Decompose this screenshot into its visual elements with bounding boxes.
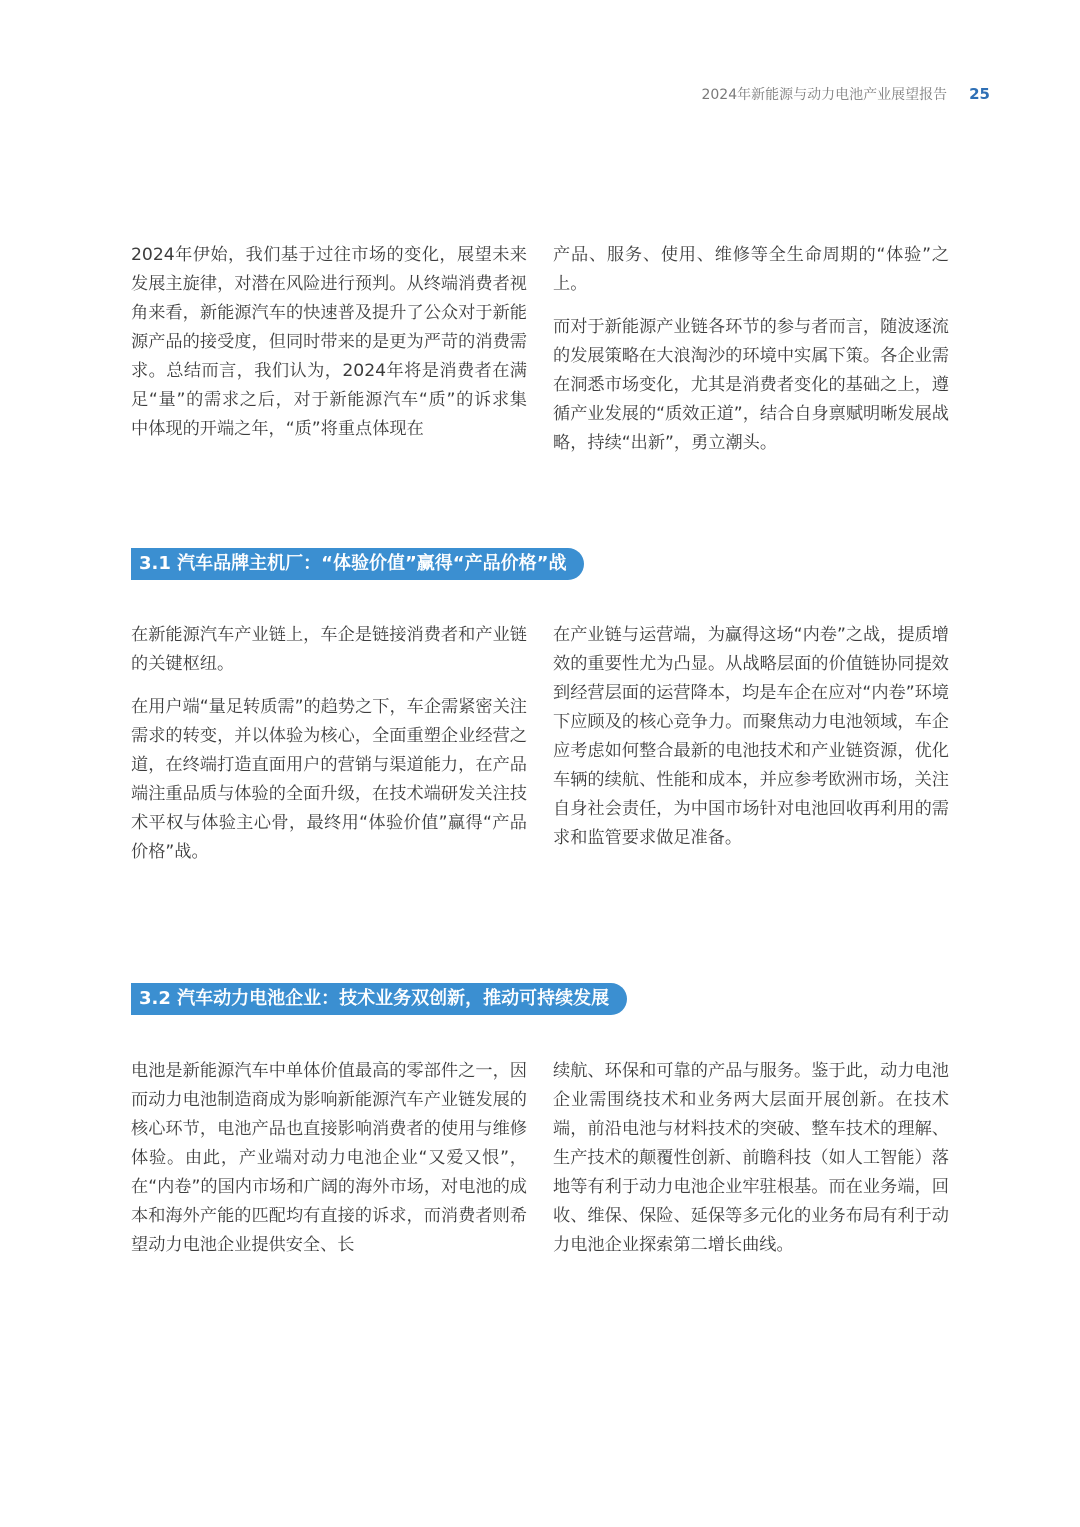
section-3-1-paragraph-1: 在新能源汽车产业链上，车企是链接消费者和产业链的关键枢纽。 — [131, 625, 527, 674]
section-3-2-left-column — [131, 1057, 527, 1274]
report-title: 2024年新能源与动力电池产业展望报告 — [701, 87, 948, 103]
section-3-2-paragraph-2: 续航、环保和可靠的产品与服务。鉴于此，动力电池企业需围绕技术和业务两大层面开展创新。在技术端，前沿电池与材料技术的突破、整车技术的理解、生产技术的颠覆性创新、前瞻科技（如人工智能）落地等有利于动力电池企业牢驻根基。而在业务端，回收、维保、保险、延保等多元化的业务布局有利于动力电池企业探索第二增长曲线。 — [553, 1061, 949, 1255]
intro-block — [131, 241, 949, 472]
section-3-2-heading: 3.2 汽车动力电池企业：技术业务双创新，推动可持续发展 — [131, 983, 627, 1015]
intro-paragraph-1: 2024年伊始，我们基于过往市场的变化，展望未来发展主旋律，对潜在风险进行预判。从终端消费者视角来看，新能源汽车的快速普及提升了公众对于新能源产品的接受度，但同时带来的是更为严苛的消费需求。总结而言，我们认为，2024年将是消费者在满足“量”的需求之后，对于新能源汽车“质”的诉求集中体现的开端之年，“质”将重点体现在 — [131, 245, 527, 439]
intro-left-column — [131, 241, 527, 472]
intro-paragraph-2: 产品、服务、使用、维修等全生命周期的“体验”之上。 — [553, 245, 949, 294]
section-3-2-paragraph-1: 电池是新能源汽车中单体价值最高的零部件之一，因而动力电池制造商成为影响新能源汽车产业链发展的核心环节，电池产品也直接影响消费者的使用与维修体验。由此，产业端对动力电池企业“又爱又恨”，在“内卷”的国内市场和广阔的海外市场，对电池的成本和海外产能的匹配均有直接的诉求，而消费者则希望动力电池企业提供安全、长 — [131, 1061, 527, 1255]
section-3-1-heading: 3.1 汽车品牌主机厂：“体验价值”赢得“产品价格”战 — [131, 548, 584, 580]
section-3-1-paragraph-2: 在用户端“量足转质需”的趋势之下，车企需紧密关注需求的转变，并以体验为核心，全面重塑企业经营之道，在终端打造直面用户的营销与渠道能力，在产品端注重品质与体验的全面升级，在技术端研发关注技术平权与体验主心骨，最终用“体验价值”赢得“产品价格”战。 — [131, 697, 527, 862]
section-3-1-body — [131, 621, 949, 881]
intro-right-column — [553, 241, 949, 472]
section-3-2-right-column — [553, 1057, 949, 1274]
page-number: 25 — [969, 85, 990, 103]
section-3-1-left-column — [131, 621, 527, 881]
intro-paragraph-3: 而对于新能源产业链各环节的参与者而言，随波逐流的发展策略在大浪淘沙的环境中实属下策。各企业需在洞悉市场变化，尤其是消费者变化的基础之上，遵循产业发展的“质效正道”，结合自身禀赋明晰发展战略，持续“出新”，勇立潮头。 — [553, 317, 949, 453]
section-3-2-body — [131, 1057, 949, 1274]
section-3-1-right-column — [553, 621, 949, 881]
section-3-1-paragraph-3: 在产业链与运营端，为赢得这场“内卷”之战，提质增效的重要性尤为凸显。从战略层面的价值链协同提效到经营层面的运营降本，均是车企在应对“内卷”环境下应顾及的核心竞争力。而聚焦动力电池领域，车企应考虑如何整合最新的电池技术和产业链资源，优化车辆的续航、性能和成本，并应参考欧洲市场，关注自身社会责任，为中国市场针对电池回收再利用的需求和监管要求做足准备。 — [553, 625, 949, 848]
running-header — [701, 84, 990, 104]
